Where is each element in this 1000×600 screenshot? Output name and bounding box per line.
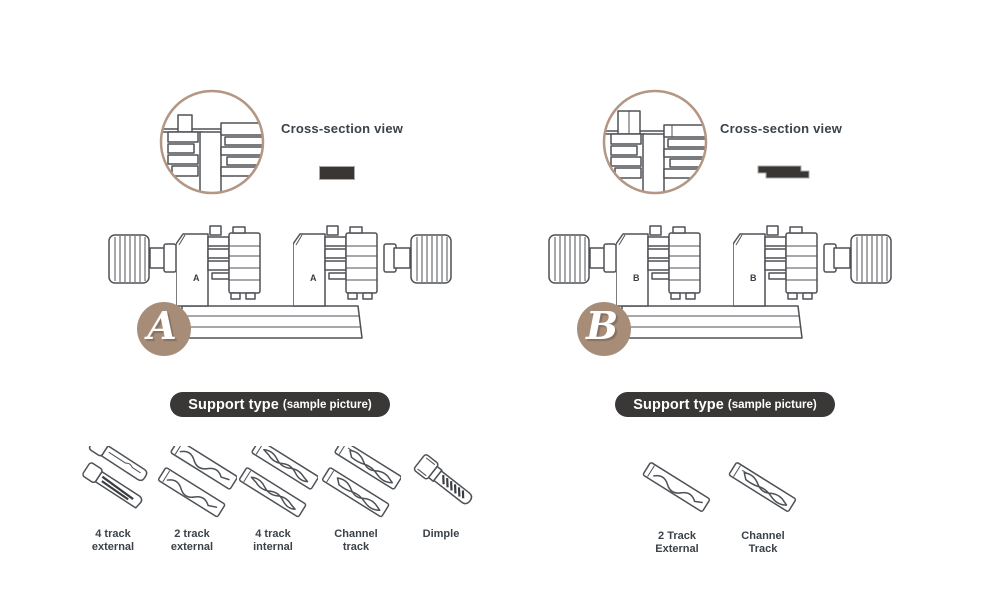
key-label: 4 track external	[91, 528, 135, 553]
key-item	[68, 446, 158, 554]
key-icon-2-track-external	[147, 446, 237, 526]
key-label: 2 track external	[170, 528, 214, 553]
key-icon-channel-track	[311, 446, 401, 526]
support-type-pill-a	[170, 392, 390, 417]
cross-section-label-b: Cross-section view	[720, 121, 843, 136]
key-label: 4 track internal	[253, 528, 293, 553]
machine-base	[182, 306, 362, 338]
key-label: 2 Track External	[655, 530, 699, 555]
key-icon-4-track-external	[68, 446, 158, 526]
key-item	[632, 450, 722, 556]
left-knob-icon	[109, 235, 149, 283]
key-label: Dimple	[422, 528, 460, 540]
support-type-title: Support type	[633, 396, 724, 413]
key-icon-4-track-internal	[228, 446, 318, 526]
right-knob-icon	[411, 235, 451, 283]
key-label: Channel Track	[741, 530, 785, 555]
left-knob-icon	[549, 235, 589, 283]
badge-b	[577, 302, 631, 356]
clamp-mark-right: A	[310, 273, 317, 283]
support-type-note: (sample picture)	[282, 398, 372, 411]
right-knob-icon	[851, 235, 891, 283]
clamp-mark-left: B	[633, 273, 640, 283]
key-item	[228, 446, 318, 554]
support-type-title: Support type	[188, 396, 279, 413]
cross-section-inset-a	[157, 87, 267, 197]
right-clamp	[293, 226, 377, 306]
cross-section-label-a: Cross-section view	[281, 121, 404, 136]
clamp-mark-left: A	[193, 273, 200, 283]
key-item	[396, 446, 486, 541]
support-type-pill-b	[615, 392, 835, 417]
right-clamp	[733, 226, 817, 306]
badge-a-letter: A	[147, 303, 177, 348]
key-item	[311, 446, 401, 554]
key-icon-2-track-external	[632, 450, 722, 528]
left-clamp	[616, 226, 700, 306]
badge-b-letter: B	[585, 303, 619, 348]
machine-base	[622, 306, 802, 338]
key-profile-silhouette-b	[753, 162, 811, 182]
key-label: Channel track	[334, 528, 378, 553]
key-icon-channel-track	[718, 450, 808, 528]
left-clamp	[176, 226, 260, 306]
support-type-note: (sample picture)	[727, 398, 817, 411]
key-icon-dimple	[396, 446, 486, 526]
key-profile-silhouette-a	[319, 166, 355, 180]
cross-section-inset-b	[600, 87, 710, 197]
badge-a	[137, 302, 191, 356]
key-item	[718, 450, 808, 556]
clamp-mark-right: B	[750, 273, 757, 283]
key-item	[147, 446, 237, 554]
